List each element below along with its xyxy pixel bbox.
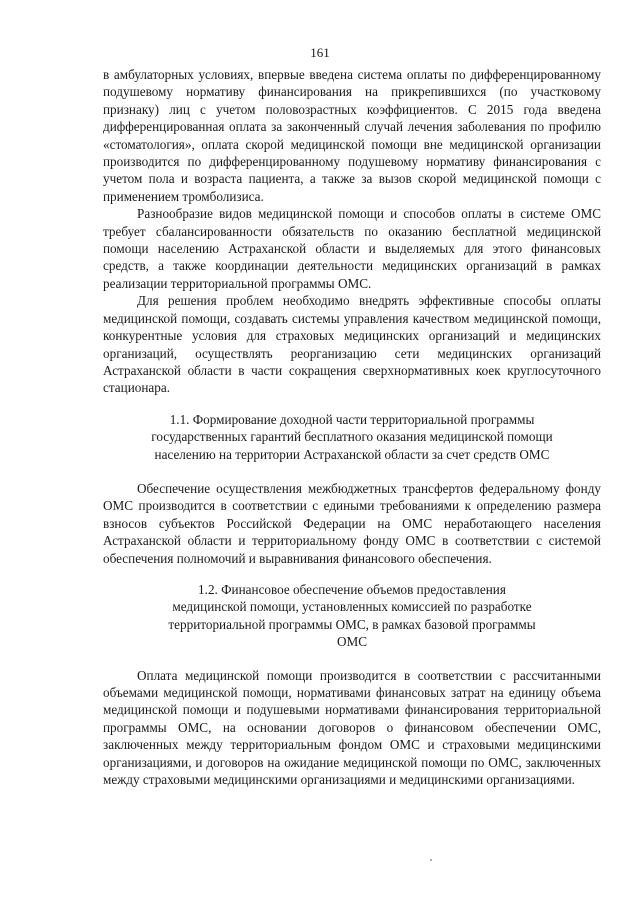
section-heading-1-1: 1.1. Формирование доходной части территориальной программы государственных гарантий бесплатного оказания медицинской помощи населению на территории Астраханской области за счет средств ОМС [151,411,553,462]
paragraph-continuation: в амбулаторных условиях, впервые введена система оплаты по дифференцированному подушевому нормативу финансирования на прикрепившихся (по участковому признаку) лиц с учетом половозрастных коэффициентов. С 2015 года введена дифференцированная оплата за законченный случай лечения заболевания по профилю «стоматология», оплата скорой медицинской помощи вне медицинской организации производится по дифференцированному подушевому нормативу финансирования с учетом пола и возраста пациента, а также за вызов скорой медицинской помощи с применением тромболизиса. [103,67,601,204]
scan-speck [430,859,432,861]
section-heading-1-2: 1.2. Финансовое обеспечение объемов предоставления медицинской помощи, установленных комиссией по разработке территориальной программы ОМС, в рамках базовой программы ОМС [168,581,536,650]
paragraph-payment: Оплата медицинской помощи производится в соответствии с рассчитанными объемами медицинской помощи, нормативами финансовых затрат на единицу объема медицинской помощи и подушевыми нормативами финансирования территориальной программы ОМС, на основании договоров о финансовом обеспечении ОМС, заключенных между территориальным фондом ОМС и страховыми медицинскими организациями, и договоров на ожидание медицинской помощи по ОМС, заключенных между страховыми медицинскими организациями и медицинскими организациями. [103,667,601,788]
paragraph-solutions: Для решения проблем необходимо внедрять эффективные способы оплаты медицинской помощи, создавать системы управления качеством медицинской помощи, конкурентные условия для страховых медицинских организаций и медицинских организаций, осуществлять реорганизацию сети медицинских организаций Астраханской области в части сокращения сверхнормативных коек круглосуточного стационара. [103,293,601,396]
page-number: 161 [310,45,330,60]
page-content [103,66,601,788]
paragraph-transfers: Обеспечение осуществления межбюджетных трансфертов федеральному фонду ОМС производится в соответствии с едиными требованиями к определению размера взносов субъектов Российской Федерации на ОМС неработающего населения Астраханской области и территориальному фонду ОМС в соответствии с системой обеспечения полномочий и выравнивания финансового обеспечения. [103,480,601,566]
paragraph-variety-of-care: Разнообразие видов медицинской помощи и способов оплаты в системе ОМС требует сбалансированности обязательств по оказанию бесплатной медицинской помощи населению Астраханской области и выделяемых для этого финансовых средств, а также координации деятельности медицинских организаций в рамках реализации территориальной программы ОМС. [103,206,601,291]
